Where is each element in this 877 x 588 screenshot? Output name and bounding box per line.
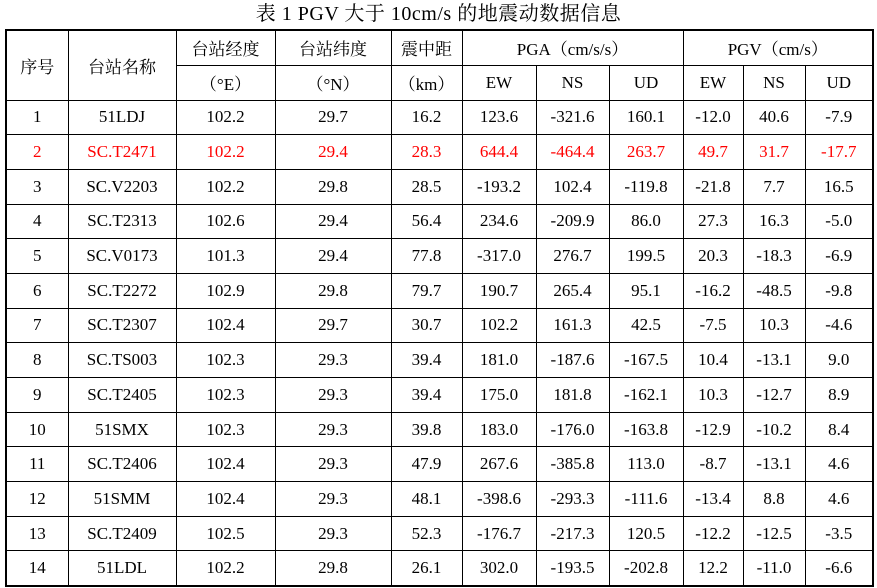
cell-pgv-ud: -7.9: [805, 100, 873, 135]
cell-station-name: SC.T2409: [68, 516, 176, 551]
cell-pga-ns: -385.8: [536, 447, 609, 482]
cell-pgv-ud: 16.5: [805, 169, 873, 204]
table-row: [6, 204, 873, 239]
cell-longitude: 102.3: [176, 378, 275, 413]
cell-pga-ew: 183.0: [462, 412, 536, 447]
table-row: [6, 412, 873, 447]
cell-pgv-ew: -13.4: [683, 482, 743, 517]
table-row: [6, 135, 873, 170]
cell-pgv-ud: -6.9: [805, 239, 873, 274]
cell-epicentral-distance: 39.4: [391, 378, 462, 413]
cell-longitude: 102.2: [176, 135, 275, 170]
cell-pgv-ns: 7.7: [743, 169, 805, 204]
cell-pga-ud: -163.8: [609, 412, 683, 447]
cell-longitude: 102.5: [176, 516, 275, 551]
cell-latitude: 29.3: [275, 516, 391, 551]
cell-pgv-ew: -12.9: [683, 412, 743, 447]
cell-pga-ew: 302.0: [462, 551, 536, 586]
table-row: [6, 169, 873, 204]
cell-pga-ew: -176.7: [462, 516, 536, 551]
cell-latitude: 29.3: [275, 412, 391, 447]
cell-station-name: SC.T2307: [68, 308, 176, 343]
cell-epicentral-distance: 52.3: [391, 516, 462, 551]
cell-latitude: 29.4: [275, 135, 391, 170]
cell-pgv-ud: -3.5: [805, 516, 873, 551]
cell-serial: 8: [6, 343, 68, 378]
cell-pga-ud: 113.0: [609, 447, 683, 482]
cell-pga-ew: 644.4: [462, 135, 536, 170]
table-row: [6, 308, 873, 343]
cell-longitude: 102.2: [176, 100, 275, 135]
table-row: [6, 343, 873, 378]
cell-epicentral-distance: 48.1: [391, 482, 462, 517]
cell-epicentral-distance: 77.8: [391, 239, 462, 274]
cell-pga-ew: -193.2: [462, 169, 536, 204]
cell-pgv-ns: 10.3: [743, 308, 805, 343]
cell-pga-ud: 160.1: [609, 100, 683, 135]
cell-latitude: 29.3: [275, 482, 391, 517]
cell-epicentral-distance: 39.4: [391, 343, 462, 378]
cell-station-name: SC.T2405: [68, 378, 176, 413]
col-header-latitude-unit: （°N）: [275, 65, 391, 100]
cell-pga-ns: -209.9: [536, 204, 609, 239]
cell-station-name: 51SMM: [68, 482, 176, 517]
table-row: [6, 378, 873, 413]
cell-pgv-ew: 20.3: [683, 239, 743, 274]
cell-longitude: 102.3: [176, 343, 275, 378]
cell-pga-ns: -187.6: [536, 343, 609, 378]
cell-longitude: 102.3: [176, 412, 275, 447]
cell-pgv-ns: -48.5: [743, 273, 805, 308]
cell-longitude: 102.2: [176, 551, 275, 586]
cell-pgv-ud: 9.0: [805, 343, 873, 378]
cell-pgv-ud: -4.6: [805, 308, 873, 343]
cell-pga-ud: -111.6: [609, 482, 683, 517]
col-header-longitude: 台站经度: [176, 30, 275, 65]
col-header-serial: 序号: [6, 30, 68, 100]
cell-pgv-ns: -12.5: [743, 516, 805, 551]
cell-pga-ns: -193.5: [536, 551, 609, 586]
cell-serial: 3: [6, 169, 68, 204]
cell-serial: 9: [6, 378, 68, 413]
cell-station-name: SC.T2272: [68, 273, 176, 308]
header-row-1: [6, 30, 873, 65]
cell-pga-ew: 190.7: [462, 273, 536, 308]
cell-station-name: 51LDJ: [68, 100, 176, 135]
cell-epicentral-distance: 39.8: [391, 412, 462, 447]
cell-pga-ns: -217.3: [536, 516, 609, 551]
cell-pgv-ew: -12.0: [683, 100, 743, 135]
cell-pga-ns: 102.4: [536, 169, 609, 204]
cell-serial: 14: [6, 551, 68, 586]
col-header-pga-ud: UD: [609, 65, 683, 100]
cell-pgv-ns: 40.6: [743, 100, 805, 135]
cell-pgv-ud: -6.6: [805, 551, 873, 586]
cell-pga-ew: 234.6: [462, 204, 536, 239]
cell-pga-ew: 123.6: [462, 100, 536, 135]
cell-epicentral-distance: 79.7: [391, 273, 462, 308]
cell-latitude: 29.4: [275, 204, 391, 239]
cell-serial: 13: [6, 516, 68, 551]
cell-epicentral-distance: 28.5: [391, 169, 462, 204]
cell-pgv-ew: -16.2: [683, 273, 743, 308]
table-body: [6, 100, 873, 586]
cell-pga-ew: 181.0: [462, 343, 536, 378]
col-header-pga-ew: EW: [462, 65, 536, 100]
cell-pga-ud: 199.5: [609, 239, 683, 274]
cell-pga-ud: 42.5: [609, 308, 683, 343]
col-header-pgv-ew: EW: [683, 65, 743, 100]
table-row: [6, 516, 873, 551]
cell-serial: 1: [6, 100, 68, 135]
cell-serial: 7: [6, 308, 68, 343]
cell-epicentral-distance: 56.4: [391, 204, 462, 239]
cell-latitude: 29.3: [275, 343, 391, 378]
cell-pga-ew: 175.0: [462, 378, 536, 413]
cell-serial: 10: [6, 412, 68, 447]
cell-epicentral-distance: 16.2: [391, 100, 462, 135]
cell-pga-ud: 95.1: [609, 273, 683, 308]
cell-longitude: 102.6: [176, 204, 275, 239]
cell-pgv-ud: 8.9: [805, 378, 873, 413]
cell-pga-ud: 86.0: [609, 204, 683, 239]
cell-pgv-ew: 10.3: [683, 378, 743, 413]
cell-station-name: SC.T2313: [68, 204, 176, 239]
cell-pgv-ns: -13.1: [743, 343, 805, 378]
cell-pga-ew: 267.6: [462, 447, 536, 482]
cell-latitude: 29.3: [275, 378, 391, 413]
cell-latitude: 29.8: [275, 273, 391, 308]
cell-pga-ns: 276.7: [536, 239, 609, 274]
cell-pgv-ns: -18.3: [743, 239, 805, 274]
col-header-pga-group: PGA（cm/s/s）: [462, 30, 683, 65]
table-row: [6, 482, 873, 517]
cell-pgv-ns: 16.3: [743, 204, 805, 239]
cell-pgv-ns: -12.7: [743, 378, 805, 413]
cell-pgv-ud: -17.7: [805, 135, 873, 170]
cell-pga-ud: -167.5: [609, 343, 683, 378]
cell-pga-ud: -162.1: [609, 378, 683, 413]
cell-latitude: 29.4: [275, 239, 391, 274]
cell-station-name: 51SMX: [68, 412, 176, 447]
cell-pgv-ud: 4.6: [805, 482, 873, 517]
cell-serial: 5: [6, 239, 68, 274]
cell-station-name: SC.V0173: [68, 239, 176, 274]
cell-pga-ns: -464.4: [536, 135, 609, 170]
table-caption: 表 1 PGV 大于 10cm/s 的地震动数据信息: [255, 3, 622, 25]
cell-pgv-ns: 8.8: [743, 482, 805, 517]
table-row: [6, 100, 873, 135]
seismic-data-table: [5, 29, 874, 587]
col-header-pgv-group: PGV（cm/s）: [683, 30, 873, 65]
col-header-pgv-ud: UD: [805, 65, 873, 100]
cell-station-name: 51LDL: [68, 551, 176, 586]
table-row: [6, 273, 873, 308]
cell-station-name: SC.T2471: [68, 135, 176, 170]
cell-longitude: 102.4: [176, 482, 275, 517]
cell-pgv-ns: -13.1: [743, 447, 805, 482]
cell-pgv-ud: -9.8: [805, 273, 873, 308]
cell-latitude: 29.8: [275, 551, 391, 586]
cell-longitude: 102.4: [176, 308, 275, 343]
cell-latitude: 29.7: [275, 308, 391, 343]
cell-pgv-ud: 4.6: [805, 447, 873, 482]
col-header-station-name: 台站名称: [68, 30, 176, 100]
cell-station-name: SC.T2406: [68, 447, 176, 482]
cell-pga-ns: 161.3: [536, 308, 609, 343]
cell-pga-ud: -119.8: [609, 169, 683, 204]
cell-pga-ew: -317.0: [462, 239, 536, 274]
cell-station-name: SC.V2203: [68, 169, 176, 204]
cell-pgv-ns: 31.7: [743, 135, 805, 170]
col-header-latitude: 台站纬度: [275, 30, 391, 65]
cell-serial: 2: [6, 135, 68, 170]
cell-pgv-ns: -11.0: [743, 551, 805, 586]
cell-pga-ud: 120.5: [609, 516, 683, 551]
table-row: [6, 551, 873, 586]
cell-latitude: 29.8: [275, 169, 391, 204]
cell-pgv-ew: 12.2: [683, 551, 743, 586]
cell-pga-ns: 181.8: [536, 378, 609, 413]
cell-pgv-ew: 10.4: [683, 343, 743, 378]
cell-pga-ud: -202.8: [609, 551, 683, 586]
col-header-distance-unit: （km）: [391, 65, 462, 100]
cell-pgv-ew: -7.5: [683, 308, 743, 343]
cell-pga-ns: -176.0: [536, 412, 609, 447]
table-header: [6, 30, 873, 100]
cell-pga-ud: 263.7: [609, 135, 683, 170]
cell-pgv-ew: -21.8: [683, 169, 743, 204]
cell-pgv-ud: -5.0: [805, 204, 873, 239]
cell-pgv-ew: 49.7: [683, 135, 743, 170]
cell-epicentral-distance: 28.3: [391, 135, 462, 170]
col-header-longitude-unit: （°E）: [176, 65, 275, 100]
cell-pga-ns: -321.6: [536, 100, 609, 135]
table-row: [6, 447, 873, 482]
cell-longitude: 101.3: [176, 239, 275, 274]
cell-pgv-ew: 27.3: [683, 204, 743, 239]
cell-serial: 6: [6, 273, 68, 308]
cell-serial: 4: [6, 204, 68, 239]
cell-epicentral-distance: 26.1: [391, 551, 462, 586]
cell-serial: 11: [6, 447, 68, 482]
cell-pga-ew: -398.6: [462, 482, 536, 517]
table-row: [6, 239, 873, 274]
cell-pga-ns: 265.4: [536, 273, 609, 308]
cell-latitude: 29.7: [275, 100, 391, 135]
cell-pgv-ew: -8.7: [683, 447, 743, 482]
cell-longitude: 102.4: [176, 447, 275, 482]
cell-longitude: 102.9: [176, 273, 275, 308]
cell-serial: 12: [6, 482, 68, 517]
cell-longitude: 102.2: [176, 169, 275, 204]
col-header-pga-ns: NS: [536, 65, 609, 100]
cell-pgv-ud: 8.4: [805, 412, 873, 447]
cell-pga-ns: -293.3: [536, 482, 609, 517]
cell-pgv-ns: -10.2: [743, 412, 805, 447]
col-header-pgv-ns: NS: [743, 65, 805, 100]
cell-epicentral-distance: 47.9: [391, 447, 462, 482]
cell-pga-ew: 102.2: [462, 308, 536, 343]
cell-pgv-ew: -12.2: [683, 516, 743, 551]
cell-station-name: SC.TS003: [68, 343, 176, 378]
cell-latitude: 29.3: [275, 447, 391, 482]
cell-epicentral-distance: 30.7: [391, 308, 462, 343]
col-header-epicentral-distance: 震中距: [391, 30, 462, 65]
